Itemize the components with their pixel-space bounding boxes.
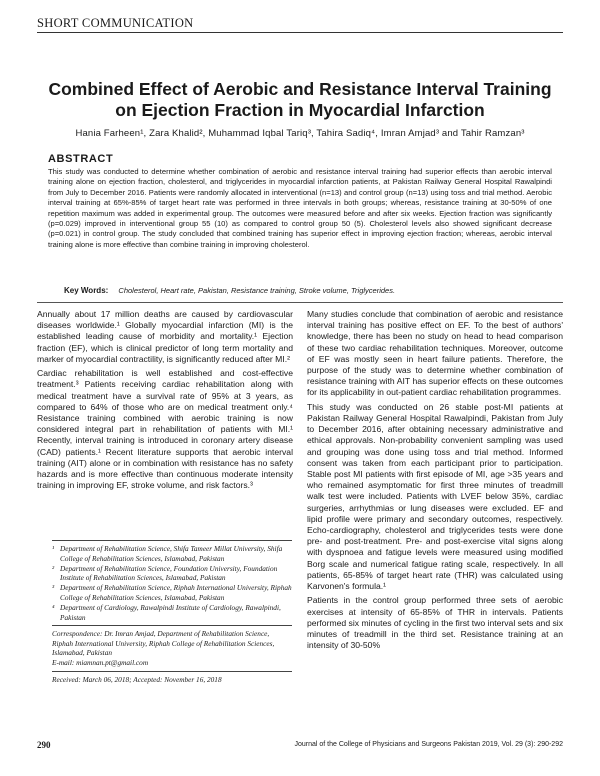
article-title-line-2: on Ejection Fraction in Myocardial Infarction xyxy=(115,100,485,120)
footnote-text: Department of Rehabilitation Science, Riphah International University, Riphah College of Rehabilitation Sciences, Islamabad, Pakistan xyxy=(60,583,292,602)
affiliation-footnote xyxy=(52,564,292,583)
correspondence-email[interactable]: E-mail: miamnan.pt@gmail.com xyxy=(52,658,149,668)
body-paragraph: Cardiac rehabilitation is well established and cost-effective treatment.³ Patients receiving cardiac rehabilitation along with medical treatment have a survival rate of 95% at 3 years, as compared to 64% of those who are on medical treatment only.⁴ Resistance training combined with aerobic training is now considered integral part in rehabilitation of patients with MI.¹ Recently, interval training is introduced in coronary artery disease (CAD) patients.¹ Recent literature supports that aerobic interval training (AIT) alone or in combination with resistance has no safety hazards and is more effective than continuous moderate intensity training in improving EF, stroke volume, and risk factors.³ xyxy=(37,368,293,491)
body-paragraph: Annually about 17 million deaths are caused by cardiovascular diseases worldwide.¹ Globally myocardial infarction (MI) is the established leading cause of morbidity and mortality.¹ Ejection fraction (EF), which is clinical predictor of long term mortality and marker of myocardial contractility, is significantly reduced after MI.² xyxy=(37,309,293,364)
footnote-text: Department of Cardiology, Rawalpindi Institute of Cardiology, Rawalpindi, Pakistan xyxy=(60,603,281,622)
abstract-heading: ABSTRACT xyxy=(48,153,114,165)
footnote-number: ³ xyxy=(52,583,55,593)
author-list: Hania Farheen¹, Zara Khalid², Muhammad Iqbal Tariq³, Tahira Sadiq⁴, Imran Amjad³ and Tahir Ramzan³ xyxy=(75,128,525,139)
affiliation-footnotes xyxy=(52,544,292,684)
keywords xyxy=(64,286,395,295)
correspondence: Correspondence: Dr. Imran Amjad, Department of Rehabilitation Science, Riphah International University, Riphah College of Rehabilitation Sciences, Islamabad, Pakistan xyxy=(52,629,275,658)
body-column-left xyxy=(37,309,293,495)
page-number: 290 xyxy=(37,740,51,750)
header-divider xyxy=(37,32,563,33)
abstract-divider xyxy=(37,302,563,303)
footnote-divider xyxy=(52,540,292,541)
keywords-text: Cholesterol, Heart rate, Pakistan, Resistance training, Stroke volume, Triglycerides. xyxy=(118,286,396,295)
affiliation-footnote xyxy=(52,583,292,602)
keywords-label: Key Words: xyxy=(64,286,109,295)
section-label: SHORT COMMUNICATION xyxy=(37,16,194,30)
body-paragraph: This study was conducted on 26 stable post-MI patients at Pakistan Railway General Hospital Rawalpindi, Pakistan from July to December 2016, after obtaining necessary administrative and ethical approvals. Non-probability convenient sampling was used and grouping was done using toss and trial method. Informed consent was taken from each participant prior to participation. Stable post MI patients with first episode of MI, age >35 years and who remained asymptomatic for first three minutes of treadmill walk test were included. Patients with LVEF below 35%, cardiac surgeries, arrhythmias or lung diseases were excluded. EF and lipid profile were primary and secondary outcomes, respectively. Echo-cardiography, cholesterol and triglycerides tests were done pre- and post-treatment. Pre- and post-exercise vital signs along with dyspnoea and fatigue levels were measured using modified Borg scale and numerical fatigue rating scale, respectively. In all patients, 65-85% of target heart rate (THR) was calculated using Karvonen's formula.¹ xyxy=(307,401,563,592)
article-title xyxy=(37,79,563,121)
correspondence-divider xyxy=(52,625,292,626)
body-column-right xyxy=(307,309,563,655)
abstract-text: This study was conducted to determine whether combination of aerobic and resistance interval training had superior effects than aerobic interval training alone on ejection fraction, cholesterol, and triglycerides in myocardial infarction patients, at Pakistan Railway General Hospital Rawalpindi from July to December 2016. Patients were randomly allocated in interventional (n=13) and control group (n=13) using toss and trial method. Aerobic interval training at 65%-85% of target heart rate was performed in three intervals in both groups; whereas, resistance training at 30-50% of one repetition maximum was added in experimental group. The outcomes were measured before and after six weeks. Ejection fraction was significantly (p=0.029) improved in interventional group 55 (10) as compared to control group 50 (5). Cholesterol levels also showed significant decrease (p=0.021) in control group. The study concluded that combined training has superior effect in improving ejection fraction; whereas, aerobic interval training alone is more effective than combine training in improving cholesterol. xyxy=(48,167,552,249)
journal-reference: Journal of the College of Physicians and Surgeons Pakistan 2019, Vol. 29 (3): 290-292 xyxy=(294,741,563,748)
footnote-text: Department of Rehabilitation Science, Shifa Tameer Millat University, Shifa College of Rehabilitation Sciences, Islamabad, Pakistan xyxy=(60,544,283,563)
received-divider xyxy=(52,671,292,672)
footnote-number: ⁴ xyxy=(52,603,55,613)
article-title-line-1: Combined Effect of Aerobic and Resistance Interval Training xyxy=(48,79,552,99)
affiliation-footnote xyxy=(52,603,292,622)
body-paragraph: Patients in the control group performed three sets of aerobic exercises at intensity of 65-85% of THR in intervals. Patients performed six minutes of cycling in the first two interval sets and six minutes of treadmill in the third set. Resistance training at an intensity of 30-50% xyxy=(307,595,564,651)
received-accepted-dates: Received: March 06, 2018; Accepted: November 16, 2018 xyxy=(52,674,222,684)
footnote-number: ² xyxy=(52,563,55,573)
affiliation-footnote xyxy=(52,544,292,563)
body-paragraph: Many studies conclude that combination of aerobic and resistance interval training has positive effect on EF. To the best of authors' knowledge, there has been no study on head to head comparison of these two cardiac rehabilitation techniques. Moreover, outcome of EF was mostly seen in heart failure patients. Therefore, the purpose of the study was to determine whether combination of resistance training with AIT has superior effects on these outcomes for its applicability in out-patient cardiac rehabilitation programmes. xyxy=(307,309,563,398)
footnote-number: ¹ xyxy=(52,544,55,553)
footnote-text: Department of Rehabilitation Science, Foundation University, Foundation Institute of Rehabilitation Sciences, Islamabad, Pakistan xyxy=(60,563,278,583)
